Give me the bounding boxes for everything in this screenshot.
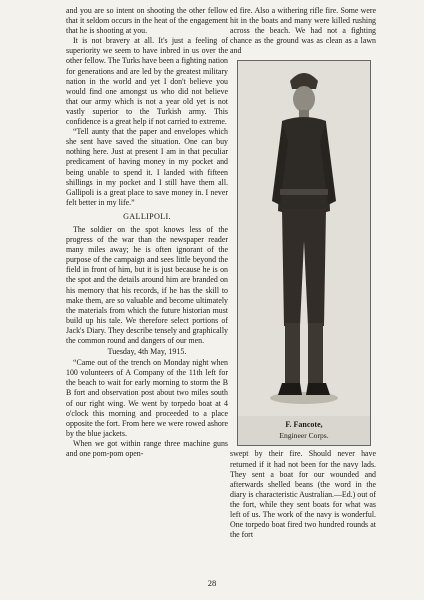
paragraph: It is not bravery at all. It's just a feeling of superiority we seem to have inbred in us over the other fellow. The Turks have been a fighting nation for generations and are led by the greatest military nation in the world and yet I don't believe you would find one amongst us who did not believe that our army which is not a year old yet is not vastly superior to the Turkish army. This confidence is a great help if not carried to extreme. xyxy=(66,36,228,127)
paragraph: and you are so intent on shooting the other fellow that it seldom occurs in the heat of the engagement that he is shooting at you. xyxy=(66,6,228,36)
paragraph: swept by their fire. Should never have returned if it had not been for the navy lads. They sent a boat for our wounded and afterwards shelled beans (the word in the diary is characteristic Australian.—Ed.) out of the fort, while they sent boats for what was left of us. The work of the navy is wonderful. One torpedo boat fired two hundred rounds at the fort xyxy=(230,449,376,540)
section-heading: GALLIPOLI. xyxy=(123,211,171,221)
photo-caption-name: F. Fancote, xyxy=(285,420,323,430)
soldier-portrait-image xyxy=(238,61,370,416)
left-column xyxy=(66,6,228,459)
paragraph: “Came out of the trench on Monday night when 100 volunteers of A Company of the 11th left for the beach to wait for early morning to storm the B B fort and observation post about two miles south of our right wing. We went by torpedo boat at 4 o'clock this morning and proceeded to a place opposite the fort. From here we were rowed ashore by the blue jackets. xyxy=(66,358,228,438)
right-column xyxy=(230,6,376,540)
photo-caption-role: Engineer Corps. xyxy=(279,431,329,441)
paragraph: The soldier on the spot knows less of the progress of the war than the newspaper reader many miles away; he is often ignorant of the purpose of the campaign and sees little beyond the field in front of him, but it is just because he is on the spot and the details around him are branded on his memory that his records, if he has the skill to make them, are so valuable and become ultimately the materials from which the future historian must build up his tale. We therefore select portions of Jack's Diary. They describe tensely and graphically the common round and dangers of our men. xyxy=(66,224,228,345)
paragraph: When we got within range three machine guns and one pom-pom open- xyxy=(66,438,228,459)
paragraph: ed fire. Also a withering rifle fire. Some were hit in the boats and many were killed rushing across the beach. We had not a fighting chance as the ground was as clean as a lawn and xyxy=(230,6,376,56)
soldier-photograph xyxy=(237,60,371,446)
page-number: 28 xyxy=(207,578,217,588)
diary-date: Tuesday, 4th May, 1915. xyxy=(107,347,187,357)
paragraph: “Tell aunty that the paper and envelopes which she sent have saved the situation. One can buy nothing here. Just at present I am in that peculiar predicament of having money in my pocket and being unable to spend it. I landed with fifteen shillings in my pocket and I still have them all. Gallipoli is a great place to save money in. I never felt better in my life.” xyxy=(66,127,228,207)
